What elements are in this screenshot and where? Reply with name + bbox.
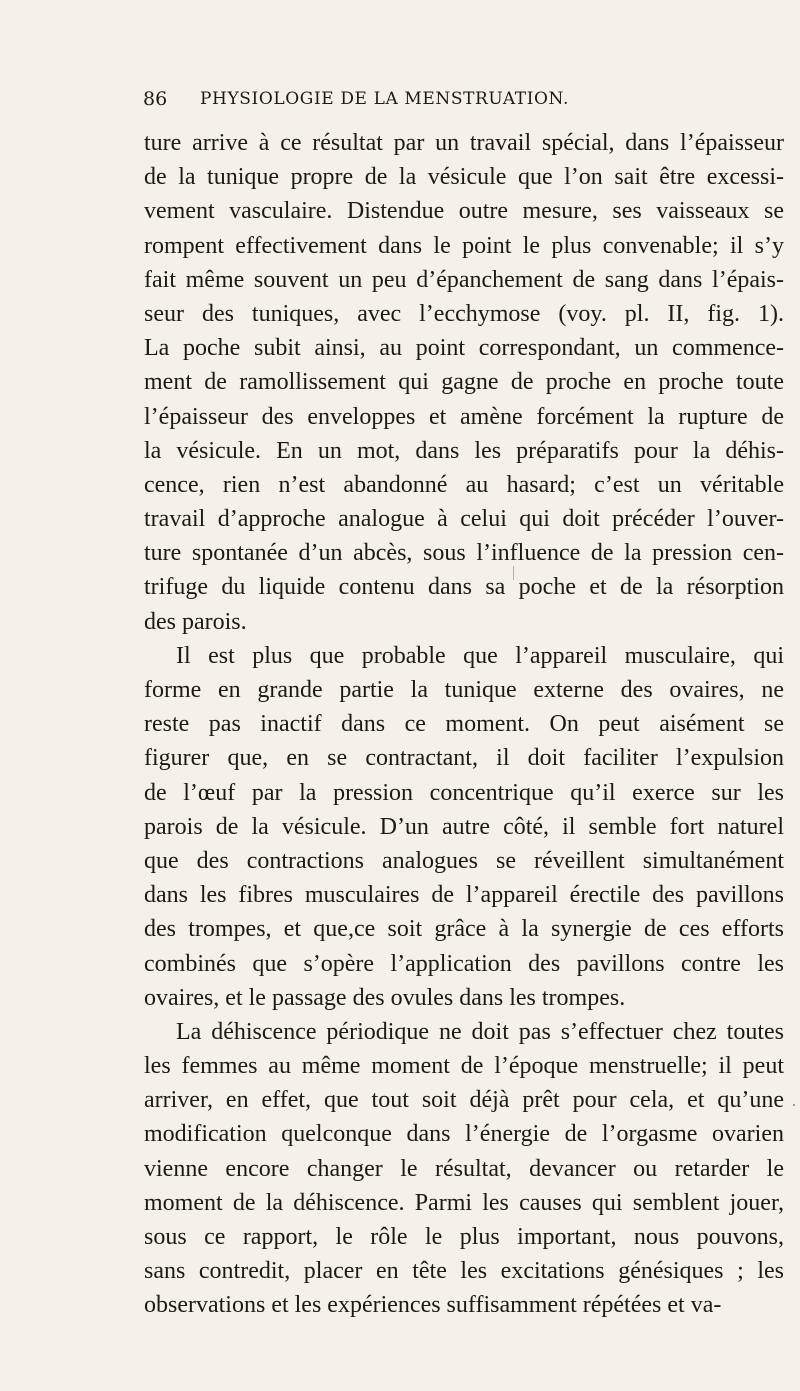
page-number: 86 <box>143 88 168 110</box>
text-line: La poche subit ainsi, au point correspondant, un commence- <box>144 335 784 362</box>
text-line: reste pas inactif dans ce moment. On peut aisément se <box>144 711 784 738</box>
scan-speck-2 <box>793 1104 795 1106</box>
text-line: de la tunique propre de la vésicule que l’on sait être excessi- <box>144 164 784 191</box>
text-line: observations et les expériences suffisamment répétées et va- <box>144 1292 722 1319</box>
text-line: Il est plus que probable que l’appareil musculaire, qui <box>176 642 784 669</box>
text-line: sous ce rapport, le rôle le plus important, nous pouvons, <box>144 1224 784 1250</box>
text-line: vement vasculaire. Distendue outre mesure, ses vaisseaux se <box>144 198 784 225</box>
text-line: modification quelconque dans l’énergie de l’orgasme ovarien <box>144 1121 784 1148</box>
text-line: moment de la déhiscence. Parmi les causes qui semblent jouer, <box>144 1189 784 1216</box>
running-title: PHYSIOLOGIE DE LA MENSTRUATION. <box>200 89 569 109</box>
text-line: que des contractions analogues se réveillent simultanément <box>144 847 784 874</box>
paragraph-3 <box>144 1015 784 1323</box>
text-line: forme en grande partie la tunique externe des ovaires, ne <box>144 677 784 703</box>
body-text <box>144 126 784 1323</box>
text-line: cence, rien n’est abandonné au hasard; c’est un véritable <box>144 471 784 498</box>
paragraph-2 <box>144 639 784 1015</box>
text-line: ovaires, et le passage des ovules dans les trompes. <box>144 984 626 1011</box>
text-line: de l’œuf par la pression concentrique qu’il exerce sur les <box>144 779 784 806</box>
text-line: trifuge du liquide contenu dans sa poche et de la résorption <box>144 574 784 601</box>
text-line: ture arrive à ce résultat par un travail spécial, dans l’épaisseur <box>144 130 784 156</box>
scan-speck-1 <box>513 566 514 580</box>
text-line: des trompes, et que,ce soit grâce à la synergie de ces efforts <box>144 916 784 943</box>
text-line: vienne encore changer le résultat, devancer ou retarder le <box>144 1155 784 1182</box>
page-header <box>143 88 663 118</box>
text-line: sans contredit, placer en tête les excitations génésiques ; les <box>144 1258 784 1285</box>
text-line: seur des tuniques, avec l’ecchymose (voy. pl. II, fig. 1). <box>144 300 784 327</box>
text-line: combinés que s’opère l’application des pavillons contre les <box>144 950 784 977</box>
text-line: des parois. <box>144 608 247 635</box>
text-line: rompent effectivement dans le point le plus convenable; il s’y <box>144 232 784 259</box>
text-line: travail d’approche analogue à celui qui doit précéder l’ouver- <box>144 506 784 533</box>
text-line: les femmes au même moment de l’époque menstruelle; il peut <box>144 1053 784 1080</box>
paragraph-1 <box>144 126 784 639</box>
text-line: figurer que, en se contractant, il doit faciliter l’expulsion <box>144 745 784 772</box>
text-line: arriver, en effet, que tout soit déjà prêt pour cela, et qu’une <box>144 1087 784 1114</box>
text-line: ment de ramollissement qui gagne de proche en proche toute <box>144 369 784 396</box>
text-line: parois de la vésicule. D’un autre côté, il semble fort naturel <box>144 813 784 840</box>
text-line: La déhiscence périodique ne doit pas s’effectuer chez toutes <box>176 1018 784 1045</box>
text-line: ture spontanée d’un abcès, sous l’influence de la pression cen- <box>144 540 784 567</box>
text-line: dans les fibres musculaires de l’appareil érectile des pavillons <box>144 882 784 909</box>
text-line: l’épaisseur des enveloppes et amène forcément la rupture de <box>144 403 784 430</box>
text-line: fait même souvent un peu d’épanchement de sang dans l’épais- <box>144 266 784 293</box>
text-line: la vésicule. En un mot, dans les préparatifs pour la déhis- <box>144 437 784 464</box>
